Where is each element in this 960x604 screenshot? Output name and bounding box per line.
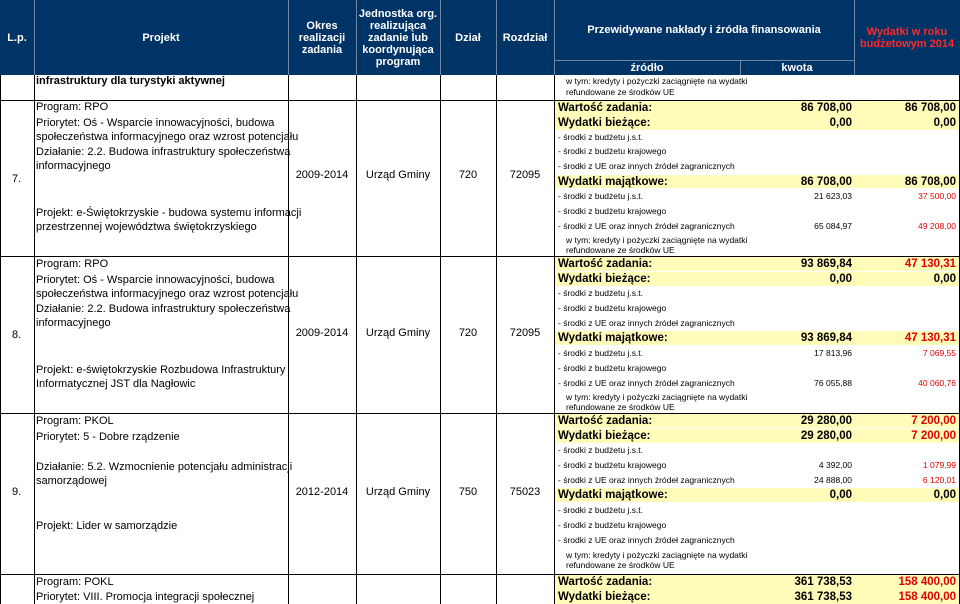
row-projekt-line2: przestrzennej województwa świętokrzyskiego <box>36 221 257 233</box>
source-line: - środki z budżetu krajowego <box>558 206 667 216</box>
source-kwota: 24 888,00 <box>814 475 852 485</box>
row-program: Program: PKOL <box>36 415 114 427</box>
source-rok: 7 069,55 <box>922 348 956 358</box>
table-header <box>0 0 960 75</box>
wartosc-rok: 7 200,00 <box>911 415 956 427</box>
source-line: - środki z budżetu krajowego <box>558 146 667 156</box>
row-priorytet-line1: Priorytet: 5 - Dobre rządzenie <box>36 431 180 443</box>
header-okres: Okres realizacji zadania <box>298 19 346 56</box>
source-line: - środki z budżetu j.s.t. <box>558 132 644 142</box>
majatkowe-kwota: 86 708,00 <box>800 176 852 188</box>
wartosc-label: Wartość zadania: <box>558 258 653 270</box>
row-rozdzial: 72095 <box>509 327 541 339</box>
biezace-rok: 0,00 <box>933 273 956 285</box>
header-wydatki-roku: Wydatki w roku budżetowym 2014 <box>859 25 955 50</box>
source-rok: 1 079,99 <box>922 460 956 470</box>
row-dzial: 720 <box>458 327 478 339</box>
source-line: - środki z budżetu j.s.t. <box>558 445 644 455</box>
source-rok: 37 500,00 <box>918 191 956 201</box>
source-note: w tym: kredyty i pożyczki zaciągnięte na wydatki <box>566 550 748 560</box>
carry-src-line2: refundowane ze środków UE <box>566 87 675 97</box>
wartosc-rok: 158 400,00 <box>898 576 956 588</box>
wartosc-rok: 86 708,00 <box>904 102 956 114</box>
source-line: - środki z budżetu j.s.t. <box>558 348 644 358</box>
majatkowe-kwota: 93 869,84 <box>800 332 852 344</box>
majatkowe-rok: 0,00 <box>933 489 956 501</box>
biezace-kwota: 29 280,00 <box>800 430 852 442</box>
source-line: - środki z budżetu krajowego <box>558 303 667 313</box>
source-rok: 40 060,76 <box>918 378 956 388</box>
wartosc-kwota: 361 738,53 <box>794 576 852 588</box>
source-line: - środki z budżetu krajowego <box>558 363 667 373</box>
row-dzialanie-line1: Działanie: 2.2. Budowa infrastruktury społeczeństwa <box>36 146 291 158</box>
source-kwota: 76 055,88 <box>814 378 852 388</box>
biezace-rok: 158 400,00 <box>898 591 956 603</box>
row-priorytet-line2: społeczeństwa informacyjnego oraz wzrost potencjału <box>36 131 299 143</box>
wartosc-label: Wartość zadania: <box>558 576 653 588</box>
header-dzial: Dział <box>455 31 481 44</box>
source-line: - środki z UE oraz innych źródeł zagranicznych <box>558 161 735 171</box>
row-jednostka: Urząd Gminy <box>365 327 431 339</box>
source-line: - środki z UE oraz innych źródeł zagranicznych <box>558 221 735 231</box>
header-naklady: Przewidywane nakłady i źródła finansowania <box>587 24 821 36</box>
row-lp: 8. <box>12 329 22 341</box>
source-kwota: 65 084,97 <box>814 221 852 231</box>
row-priorytet-line1: Priorytet: Oś - Wsparcie innowacyjności, budowa <box>36 274 275 286</box>
biezace-rok: 7 200,00 <box>911 430 956 442</box>
majatkowe-label: Wydatki majątkowe: <box>558 332 668 344</box>
source-note: w tym: kredyty i pożyczki zaciągnięte na wydatki <box>566 392 748 402</box>
source-line: - środki z UE oraz innych źródeł zagranicznych <box>558 535 735 545</box>
biezace-label: Wydatki bieżące: <box>558 430 651 442</box>
source-note: w tym: kredyty i pożyczki zaciągnięte na wydatki <box>566 235 748 245</box>
carry-projekt-line: infrastruktury dla turystyki aktywnej <box>36 75 225 87</box>
carry-src-line1: w tym: kredyty i pożyczki zaciągnięte na wydatki <box>566 76 748 86</box>
biezace-label: Wydatki bieżące: <box>558 117 651 129</box>
row-lp: 9. <box>12 486 22 498</box>
header-zrodlo: źródło <box>630 61 664 74</box>
biezace-kwota: 361 738,53 <box>794 591 852 603</box>
row-okres: 2012-2014 <box>295 486 349 498</box>
wartosc-kwota: 86 708,00 <box>800 102 852 114</box>
row-projekt-line1: Projekt: e-Świętokrzyskie - budowa systemu informacji <box>36 207 302 219</box>
row-jednostka: Urząd Gminy <box>365 169 431 181</box>
majatkowe-kwota: 0,00 <box>829 489 852 501</box>
row-okres: 2009-2014 <box>295 327 349 339</box>
biezace-label: Wydatki bieżące: <box>558 273 651 285</box>
majatkowe-rok: 47 130,31 <box>904 332 956 344</box>
row-dzialanie-line1: Działanie: 2.2. Budowa infrastruktury społeczeństwa <box>36 303 291 315</box>
row-dzialanie-line2: informacyjnego <box>36 317 111 329</box>
source-note: refundowane ze środków UE <box>566 560 675 570</box>
row-program: Program: RPO <box>36 258 109 270</box>
source-line: - środki z UE oraz innych źródeł zagranicznych <box>558 378 735 388</box>
row-dzialanie-line1: Działanie: 5.2. Wzmocnienie potencjału administracji <box>36 461 293 473</box>
source-line: - środki z UE oraz innych źródeł zagranicznych <box>558 318 735 328</box>
majatkowe-rok: 86 708,00 <box>904 176 956 188</box>
row-priorytet-line1: Priorytet: Oś - Wsparcie innowacyjności, budowa <box>36 117 275 129</box>
source-note: refundowane ze środków UE <box>566 402 675 412</box>
wartosc-label: Wartość zadania: <box>558 102 653 114</box>
row-dzial: 720 <box>458 169 478 181</box>
source-line: - środki z budżetu j.s.t. <box>558 288 644 298</box>
biezace-kwota: 0,00 <box>829 117 852 129</box>
source-rok: 49 208,00 <box>918 221 956 231</box>
row-priorytet-line2: społeczeństwa informacyjnego oraz wzrost potencjału <box>36 288 299 300</box>
row-projekt-line2: Informatycznej JST dla Nagłowic <box>36 378 196 390</box>
row-okres: 2009-2014 <box>295 169 349 181</box>
row-dzialanie-line2: informacyjnego <box>36 160 111 172</box>
source-kwota: 21 623,03 <box>814 191 852 201</box>
source-line: - środki z budżetu j.s.t. <box>558 191 644 201</box>
wartosc-kwota: 29 280,00 <box>800 415 852 427</box>
row-projekt-line1: Projekt: e-świętokrzyskie Rozbudowa Infrastruktury <box>36 364 286 376</box>
row-program: Program: RPO <box>36 101 109 113</box>
biezace-label: Wydatki bieżące: <box>558 591 651 603</box>
source-kwota: 4 392,00 <box>818 460 852 470</box>
biezace-rok: 0,00 <box>933 117 956 129</box>
row-program: Program: POKL <box>36 576 114 588</box>
biezace-kwota: 0,00 <box>829 273 852 285</box>
header-rozdzial: Rozdział <box>502 31 548 44</box>
header-kwota: kwota <box>781 61 813 74</box>
source-note: refundowane ze środków UE <box>566 245 675 255</box>
source-rok: 6 120,01 <box>922 475 956 485</box>
source-line: - środki z budżetu krajowego <box>558 520 667 530</box>
source-line: - środki z UE oraz innych źródeł zagranicznych <box>558 475 735 485</box>
majatkowe-label: Wydatki majątkowe: <box>558 489 668 501</box>
row-jednostka: Urząd Gminy <box>365 486 431 498</box>
row-priorytet-line1: Priorytet: VIII. Promocja integracji społecznej <box>36 591 255 603</box>
row-projekt-line1: Projekt: Lider w samorządzie <box>36 520 178 532</box>
row-rozdzial: 72095 <box>509 169 541 181</box>
row-lp: 7. <box>12 173 22 185</box>
header-jednostka: Jednostka org. realizująca zadanie lub koordynująca program <box>358 7 438 68</box>
source-kwota: 17 813,96 <box>814 348 852 358</box>
source-line: - środki z budżetu j.s.t. <box>558 505 644 515</box>
header-projekt: Projekt <box>142 31 180 44</box>
header-lp: L.p. <box>7 31 27 44</box>
table-body <box>0 75 960 604</box>
wartosc-rok: 47 130,31 <box>904 258 956 270</box>
wartosc-kwota: 93 869,84 <box>800 258 852 270</box>
row-rozdzial: 75023 <box>509 486 541 498</box>
row-dzialanie-line2: samorządowej <box>36 475 107 487</box>
source-line: - środki z budżetu krajowego <box>558 460 667 470</box>
row-dzial: 750 <box>458 486 478 498</box>
majatkowe-label: Wydatki majątkowe: <box>558 176 668 188</box>
wartosc-label: Wartość zadania: <box>558 415 653 427</box>
